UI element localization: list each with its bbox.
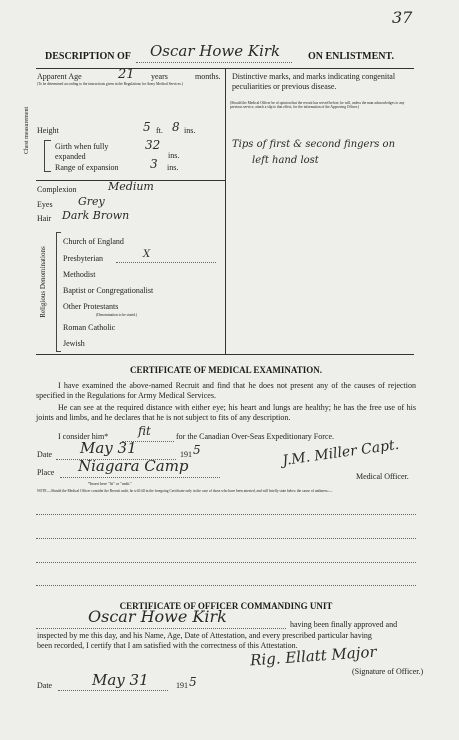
header-description-of: DESCRIPTION OF bbox=[45, 51, 131, 62]
recruit-name: Oscar Howe Kirk bbox=[150, 42, 281, 60]
header-on-enlistment: ON ENLISTMENT. bbox=[308, 51, 394, 62]
medical-place-value: Niagara Camp bbox=[78, 457, 189, 475]
religion-presbyterian-mark: X bbox=[143, 249, 151, 260]
medical-officer-signature: J.M. Miller Capt. bbox=[281, 436, 401, 470]
religion-methodist: Methodist bbox=[63, 270, 96, 279]
girth-label: Girth when fully expanded bbox=[55, 142, 109, 161]
religion-side-label: Religious Denominations bbox=[39, 246, 47, 318]
co-year-value: 5 bbox=[189, 675, 197, 689]
co-date-label: Date bbox=[37, 681, 53, 690]
distinctive-marks-note: (Should the Medical Officer be of opinion that the recruit has served before, he will, unless the man acknowledges to any previous service, attach a slip to that effect, for the information of the Approving Officer.) bbox=[230, 101, 405, 110]
height-ft-value: 5 bbox=[143, 120, 151, 134]
apparent-age-note: (To be determined according to the instructions given in the Regulations for Army Medical Services.) bbox=[37, 82, 183, 86]
nota-note: NOTE.—Should the Medical Officer consider the Recruit unfit, he will fill in the foregoing Certificate only in the case of those who have been attested, and will briefly state below the cause of unfitness:— bbox=[37, 489, 333, 493]
complexion-label: Complexion bbox=[37, 185, 77, 194]
medical-year-prefix: 191 bbox=[180, 450, 192, 459]
religion-other-protestants: Other Protestants bbox=[63, 302, 119, 311]
medical-para1: I have examined the above-named Recruit and find that he does not present any of the causes of rejection specified in the Regulations for Army Medical Services. bbox=[36, 381, 416, 401]
religion-roman-catholic: Roman Catholic bbox=[63, 323, 116, 332]
range-label: Range of expansion bbox=[55, 163, 119, 172]
co-certificate-title: CERTIFICATE OF OFFICER COMMANDING UNIT bbox=[119, 601, 333, 611]
girth-unit: ins. bbox=[168, 151, 180, 160]
medical-para2: He can see at the required distance with either eye; his heart and lungs are healthy; he has the free use of his joints and limbs, and he declares that he is not subject to fits of any description. bbox=[36, 403, 416, 423]
co-text2: inspected by me this day, and his Name, Age, Date of Attestation, and every prescribed particular having bbox=[37, 631, 372, 640]
religion-church-of-england: Church of England bbox=[63, 237, 124, 246]
religion-jewish: Jewish bbox=[63, 339, 85, 348]
complexion-value: Medium bbox=[108, 180, 154, 193]
medical-certificate-title: CERTIFICATE OF MEDICAL EXAMINATION. bbox=[129, 365, 323, 375]
medical-year-value: 5 bbox=[193, 443, 201, 457]
insert-note: *Insert here "fit" or "unfit." bbox=[88, 481, 132, 486]
unfitness-line-2 bbox=[36, 538, 416, 539]
eyes-value: Grey bbox=[78, 195, 105, 208]
hair-value: Dark Brown bbox=[62, 209, 130, 222]
co-date-value: May 31 bbox=[92, 671, 149, 689]
page-number: 37 bbox=[392, 8, 413, 27]
range-unit: ins. bbox=[167, 163, 179, 172]
co-name-value: Oscar Howe Kirk bbox=[88, 607, 227, 626]
chest-bracket bbox=[44, 140, 51, 172]
co-year-prefix: 191 bbox=[176, 681, 188, 690]
consider-suffix: for the Canadian Over-Seas Expeditionary Force. bbox=[176, 432, 335, 441]
religion-baptist: Baptist or Congregationalist bbox=[63, 286, 154, 295]
denomination-note: (Denomination to be stated.) bbox=[96, 313, 138, 317]
co-text3: been recorded, I certify that I am satisfied with the correctness of this Attestation. bbox=[37, 641, 298, 650]
height-label: Height bbox=[37, 126, 59, 135]
chest-side-label: Chest measurement bbox=[24, 106, 30, 154]
years-label: years bbox=[151, 72, 168, 81]
religion-presbyterian: Presbyterian bbox=[63, 254, 103, 263]
height-ft-label: ft. bbox=[156, 126, 163, 135]
medical-date-value: May 31 bbox=[80, 439, 137, 457]
girth-value: 32 bbox=[145, 138, 161, 152]
distinctive-marks-line2: left hand lost bbox=[252, 155, 319, 166]
medical-place-label: Place bbox=[37, 468, 55, 477]
unfitness-line-4 bbox=[36, 585, 416, 586]
apparent-age-label: Apparent Age bbox=[37, 72, 82, 81]
unfitness-line-1 bbox=[36, 514, 416, 515]
co-text1: having been finally approved and bbox=[290, 620, 398, 629]
co-signature-label: (Signature of Officer.) bbox=[352, 667, 424, 676]
unfitness-line-3 bbox=[36, 562, 416, 563]
distinctive-marks-line1: Tips of first & second fingers on bbox=[232, 139, 396, 150]
medical-date-label: Date bbox=[37, 450, 53, 459]
consider-prefix: I consider him* bbox=[58, 432, 109, 441]
hair-label: Hair bbox=[37, 214, 52, 223]
co-signature: Rig. Ellatt Major bbox=[249, 642, 378, 670]
height-ins-value: 8 bbox=[172, 120, 180, 134]
consider-value: fit bbox=[138, 424, 151, 438]
range-value: 3 bbox=[150, 157, 158, 171]
height-ins-label: ins. bbox=[184, 126, 196, 135]
religion-bracket bbox=[56, 232, 61, 352]
medical-officer-label: Medical Officer. bbox=[356, 472, 409, 481]
apparent-age-years: 21 bbox=[118, 67, 135, 82]
months-label: months. bbox=[195, 72, 221, 81]
eyes-label: Eyes bbox=[37, 200, 53, 209]
distinctive-marks-heading: Distinctive marks, and marks indicating congenital peculiarities or previous disease. bbox=[232, 72, 396, 91]
column-divider bbox=[225, 68, 226, 354]
